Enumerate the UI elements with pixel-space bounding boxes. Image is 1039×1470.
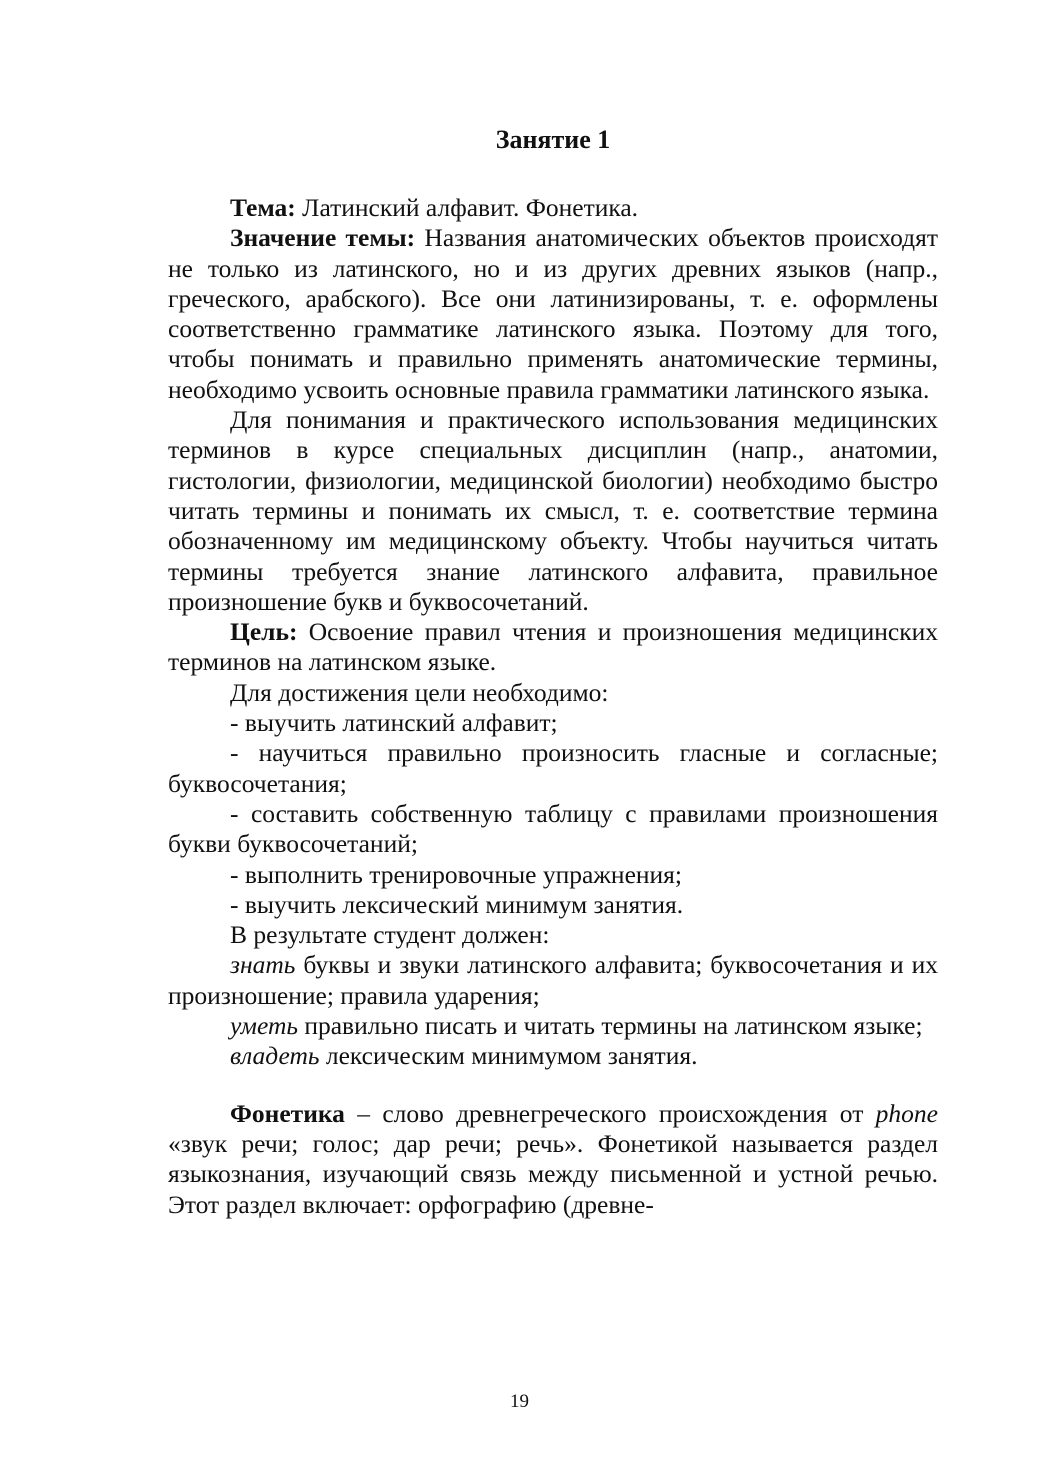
significance-text: Названия анатомических объектов происходят не только из латинского, но и из других древних языков (напр., греческого, арабского). Все они латинизированы, т. е. оформлены соответственно грамматике латинского языка. Поэтому для того, чтобы понимать и правильно применять анатомические термины, необходимо усвоить основные правила грамматики латинского языка. xyxy=(168,223,939,404)
outcome-master xyxy=(168,1041,938,1071)
page-body xyxy=(168,120,938,1220)
outcome-text: лексическим минимумом занятия. xyxy=(319,1041,698,1071)
goal-paragraph xyxy=(168,617,938,678)
result-intro: В результате студент должен: xyxy=(230,920,550,950)
list-item: - выучить лексический минимум занятия. xyxy=(230,889,684,919)
outcome-know xyxy=(168,950,938,1011)
usage-paragraph: Для понимания и практического использования медицинских терминов в курсе специальных дисциплин (напр., анатомии, гистологии, физиологии, медицинской биологии) необходимо быстро читать термины и понимать их смысл, т. е. соответствие термина обозначенному им медицинскому объекту. Чтобы научиться читать термины требуется знание латинского алфавита, правильное произношение букв и буквосочетаний. xyxy=(168,405,938,616)
phonetics-term: Фонетика xyxy=(230,1098,345,1128)
significance-paragraph xyxy=(168,223,938,405)
phonetics-word: phone xyxy=(875,1098,938,1128)
phonetics-text-2: «звук речи; голос; дар речи; речь». Фонетикой называется раздел языкознания, изучающий связь между письменной и устной речью. Этот раздел включает: орфографию (древне- xyxy=(168,1128,938,1219)
goal-label: Цель: xyxy=(230,617,298,647)
topic-paragraph xyxy=(168,193,938,223)
list-item: - выучить латинский алфавит; xyxy=(230,708,558,738)
outcome-verb: знать xyxy=(230,950,296,980)
page-number: 19 xyxy=(510,1391,529,1412)
topic-text: Латинский алфавит. Фонетика. xyxy=(295,193,639,222)
topic-label: Тема: xyxy=(230,193,296,222)
phonetics-paragraph xyxy=(168,1099,938,1220)
outcome-text: правильно писать и читать термины на латинском языке; xyxy=(297,1011,923,1041)
goal-text: Освоение правил чтения и произношения медицинских терминов на латинском языке. xyxy=(168,617,938,677)
significance-label: Значение темы: xyxy=(230,223,416,253)
outcome-text: буквы и звуки латинского алфавита; буквосочетания и их произношение; правила ударения; xyxy=(168,950,938,1010)
outcome-verb: владеть xyxy=(230,1041,320,1071)
steps-intro: Для достижения цели необходимо: xyxy=(230,677,609,707)
list-item: - научиться правильно произносить гласные и согласные; буквосочетания; xyxy=(168,738,938,798)
phonetics-text-1: – слово древнегреческого происхождения от xyxy=(344,1098,876,1128)
list-item: - выполнить тренировочные упражнения; xyxy=(230,859,682,889)
lesson-title: Занятие 1 xyxy=(495,125,611,154)
list-item: - составить собственную таблицу с правилами произношения букви буквосочетаний; xyxy=(168,798,938,859)
section-gap xyxy=(168,1072,938,1099)
outcome-verb: уметь xyxy=(230,1011,298,1041)
outcome-can xyxy=(168,1011,938,1041)
